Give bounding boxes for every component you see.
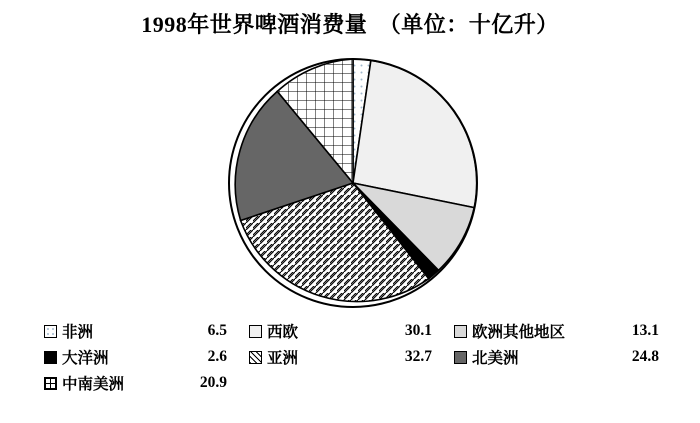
legend-label: 亚洲 — [267, 350, 299, 367]
legend-swatch-darkgray-icon — [454, 351, 467, 364]
legend-value: 24.8 — [631, 348, 659, 365]
legend-swatch-gray-icon — [454, 325, 467, 338]
legend-item-western-europe[interactable] — [249, 318, 454, 344]
legend-label: 北美洲 — [472, 350, 519, 367]
legend-row — [44, 344, 684, 370]
legend-label: 大洋洲 — [62, 350, 109, 367]
legend-item-north-america[interactable] — [454, 344, 659, 370]
legend-label: 中南美洲 — [62, 376, 125, 393]
legend-value: 2.6 — [207, 348, 227, 365]
legend-row — [44, 370, 684, 396]
legend-value: 13.1 — [631, 322, 659, 339]
legend-label: 西欧 — [267, 324, 299, 341]
legend-item-central-south-america[interactable] — [44, 370, 249, 396]
legend-item-asia[interactable] — [249, 344, 454, 370]
legend-value: 32.7 — [404, 348, 432, 365]
pie-slice-western-europe — [353, 60, 477, 207]
legend-label: 非洲 — [62, 324, 94, 341]
legend-row — [44, 318, 684, 344]
legend — [44, 318, 684, 408]
legend-swatch-diagonal-icon — [249, 351, 262, 364]
chart-title: 1998年世界啤酒消费量 （单位：十亿升） — [141, 12, 559, 37]
legend-swatch-dots-icon — [44, 325, 57, 338]
pie-graphic — [225, 55, 481, 311]
legend-swatch-grid-icon — [44, 377, 57, 390]
legend-label: 欧洲其他地区 — [472, 324, 566, 341]
legend-item-africa[interactable] — [44, 318, 249, 344]
pie-svg — [225, 55, 481, 311]
legend-value: 20.9 — [199, 374, 227, 391]
legend-value: 30.1 — [404, 322, 432, 339]
legend-swatch-black-icon — [44, 351, 57, 364]
legend-value: 6.5 — [207, 322, 227, 339]
legend-item-oceania[interactable] — [44, 344, 249, 370]
legend-item-other-europe[interactable] — [454, 318, 659, 344]
legend-swatch-light-icon — [249, 325, 262, 338]
